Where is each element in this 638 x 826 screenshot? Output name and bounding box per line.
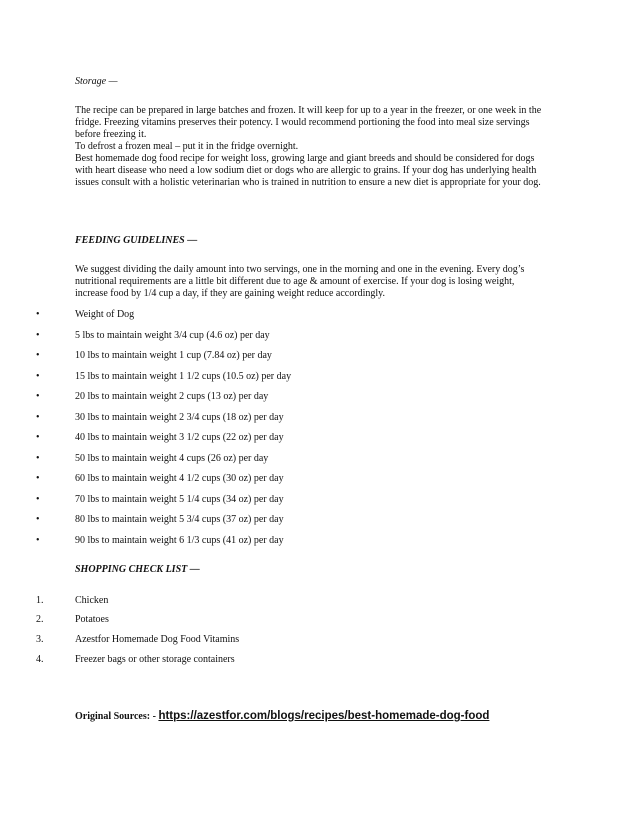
bullet-item — [0, 391, 638, 403]
bullet-item — [0, 514, 638, 526]
feeding-line: increase food by 1/4 cup a day, if they are gaining weight reduce accordingly. — [75, 288, 385, 299]
bullet-icon: • — [36, 350, 40, 361]
feeding-paragraph — [75, 264, 570, 300]
feeding-guidelines-heading: FEEDING GUIDELINES — — [75, 235, 198, 246]
bullet-item-text: 80 lbs to maintain weight 5 3/4 cups (37 oz) per day — [75, 514, 284, 525]
bullet-item-text: 5 lbs to maintain weight 3/4 cup (4.6 oz) per day — [75, 330, 270, 341]
bullet-icon: • — [36, 371, 40, 382]
source-link[interactable]: https://azestfor.com/blogs/recipes/best-homemade-dog-food — [158, 710, 490, 722]
item-number: 4. — [36, 654, 44, 665]
numbered-item-text: Freezer bags or other storage containers — [75, 654, 235, 665]
bullet-item-text: Weight of Dog — [75, 309, 135, 320]
bullet-item — [0, 330, 638, 342]
bullet-icon: • — [36, 535, 40, 546]
bullet-item-text: 30 lbs to maintain weight 2 3/4 cups (18 oz) per day — [75, 412, 284, 423]
storage-line: before freezing it. — [75, 129, 147, 140]
shopping-check-list-heading: SHOPPING CHECK LIST — — [75, 564, 200, 575]
bullet-item-text: 20 lbs to maintain weight 2 cups (13 oz) per day — [75, 391, 269, 402]
storage-line: The recipe can be prepared in large batches and frozen. It will keep for up to a year in the freezer, or one week in the — [75, 105, 542, 116]
bullet-icon: • — [36, 494, 40, 505]
numbered-item — [0, 595, 638, 607]
bullet-icon: • — [36, 514, 40, 525]
bullet-item — [0, 371, 638, 383]
numbered-item-text: Azestfor Homemade Dog Food Vitamins — [75, 634, 240, 645]
bullet-item — [0, 350, 638, 362]
numbered-item-text: Potatoes — [75, 614, 109, 625]
bullet-icon: • — [36, 412, 40, 423]
storage-line: fridge. Freezing vitamins preserves their potency. I would recommend portioning the food into meal size servings — [75, 117, 530, 128]
feeding-line: nutritional requirements are a little bit different due to age & amount of exercise. If your dog is losing weight, — [75, 276, 515, 287]
bullet-item-text: 40 lbs to maintain weight 3 1/2 cups (22 oz) per day — [75, 432, 284, 443]
bullet-icon: • — [36, 432, 40, 443]
storage-paragraph — [75, 105, 570, 189]
bullet-item-text: 60 lbs to maintain weight 4 1/2 cups (30 oz) per day — [75, 473, 284, 484]
bullet-item-text: 90 lbs to maintain weight 6 1/3 cups (41 oz) per day — [75, 535, 284, 546]
sources-label: Original Sources: - — [75, 711, 159, 722]
numbered-item — [0, 654, 638, 666]
storage-line: with heart disease who need a low sodium diet or dogs who are allergic to grains. If your dog has underlying health — [75, 165, 537, 176]
bullet-item — [0, 432, 638, 444]
bullet-icon: • — [36, 330, 40, 341]
storage-heading: Storage — — [75, 76, 118, 87]
bullet-icon: • — [36, 309, 40, 320]
numbered-item — [0, 634, 638, 646]
item-number: 3. — [36, 634, 44, 645]
bullet-item — [0, 412, 638, 424]
item-number: 2. — [36, 614, 44, 625]
bullet-item-text: 50 lbs to maintain weight 4 cups (26 oz) per day — [75, 453, 269, 464]
bullet-item-text: 70 lbs to maintain weight 5 1/4 cups (34 oz) per day — [75, 494, 284, 505]
bullet-icon: • — [36, 473, 40, 484]
item-number: 1. — [36, 595, 44, 606]
storage-line: Best homemade dog food recipe for weight loss, growing large and giant breeds and should be considered for dogs — [75, 153, 535, 164]
bullet-item-text: 10 lbs to maintain weight 1 cup (7.84 oz) per day — [75, 350, 272, 361]
bullet-item — [0, 453, 638, 465]
bullet-item — [0, 535, 638, 547]
storage-line: issues consult with a holistic veterinarian who is trained in nutrition to ensure a new diet is appropriate for your dog. — [75, 177, 541, 188]
bullet-icon: • — [36, 453, 40, 464]
bullet-icon: • — [36, 391, 40, 402]
bullet-item — [0, 494, 638, 506]
bullet-item-text: 15 lbs to maintain weight 1 1/2 cups (10.5 oz) per day — [75, 371, 292, 382]
numbered-item-text: Chicken — [75, 595, 109, 606]
storage-line: To defrost a frozen meal – put it in the fridge overnight. — [75, 141, 299, 152]
numbered-item — [0, 614, 638, 626]
original-sources — [75, 710, 489, 723]
feeding-line: We suggest dividing the daily amount into two servings, one in the morning and one in the evening. Every dog’s — [75, 264, 525, 275]
bullet-item — [0, 309, 638, 321]
bullet-item — [0, 473, 638, 485]
